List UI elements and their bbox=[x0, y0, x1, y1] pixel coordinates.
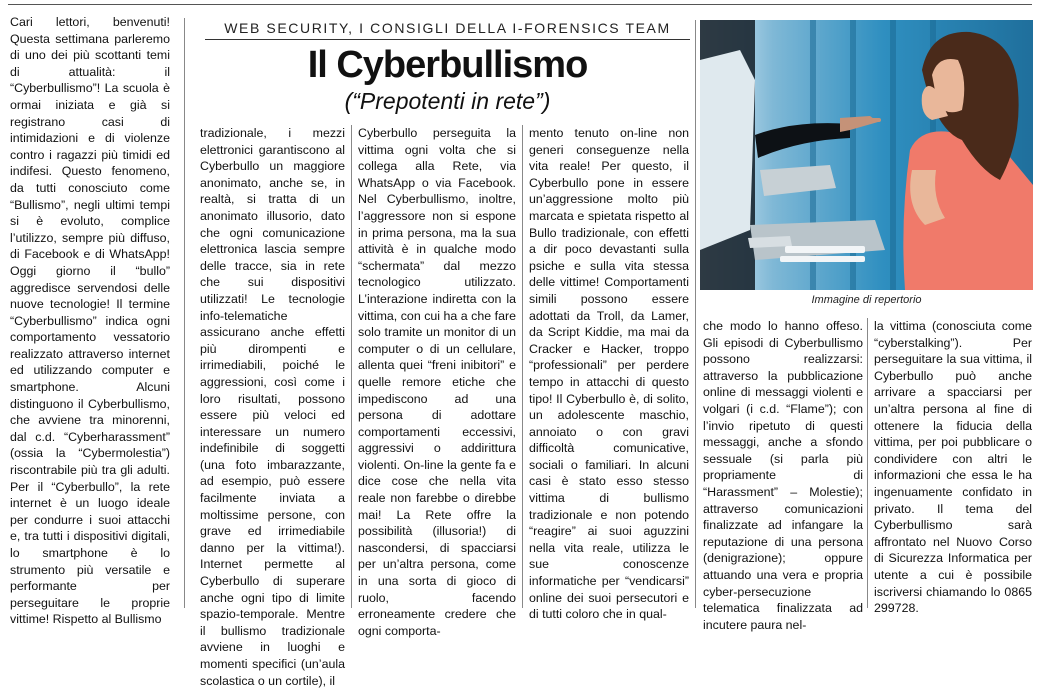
column-divider bbox=[695, 20, 696, 608]
article-kicker: WEB SECURITY, I CONSIGLI DELLA I-FORENSICS TEAM bbox=[224, 20, 671, 36]
article-subtitle: (“Prepotenti in rete”) bbox=[344, 88, 551, 114]
cyberbullying-photo-illustration bbox=[700, 20, 1033, 290]
article-column-1: Cari lettori, benvenuti! Questa settimana parleremo di uno dei più scottanti temi di attualità: il “Cyberbullismo”! La scuola è ormai iniziata e già si registrano casi di intimidazioni e di violenze contro i ragazzi più timidi ed indifesi. Questo fenomeno, da tutti conosciuto come “Bullismo”, negli ultimi tempi si è evoluto, complice l’utilizzo, sempre più diffuso, di Facebook e di WhatsApp! Oggi giorno il “bullo” aggredisce servendosi delle nuove tecnologie! Il termine “Cyberbullismo” indica ogni comportamento vessatorio realizzato attraverso internet ed utilizzando computer e smartphone. Alcuni distinguono il Cyberbullismo, che avviene tra minorenni, dal c.d. “Cyberharassment” (ossia la “Cybermolestia”) riscontrabile più tra gli adulti. Per il “Cyberbullo”, la rete internet è un luogo ideale per condurre i suoi attacchi e, tra tutti i dispositivi digitali, lo smartphone è lo strumento più versatile e performante per perseguitare le proprie vittime! Rispetto al Bullismo bbox=[10, 15, 170, 627]
column-divider bbox=[867, 318, 868, 608]
column-divider bbox=[522, 125, 523, 608]
article-column-5: che modo lo hanno offeso. Gli episodi di Cyberbullismo possono realizzarsi: attraverso la pubblicazione online di messaggi violenti e volgari (i c.d. “Flame”); con l’invio ripetuto di questi messaggi, anche a sfondo sessuale (si parla più propriamente di “Harassment” – Molestie); attraverso comunicazioni finalizzate ad infangare la reputazione di una persona (denigrazione); oppure attuando una vera e propria cyber-persecuzione telematica finalizzata ad incutere paura nel- bbox=[703, 319, 863, 632]
top-rule bbox=[8, 4, 1032, 5]
article-column-3: Cyberbullo perseguita la vittima ogni volta che si collega alla Rete, via WhatsApp o via Facebook. Nel Cyberbullismo, inoltre, l’aggressore non si espone in prima persona, ma la sua attività è in qualche modo “schermata” dal mezzo tecnologico utilizzato. L’interazione indiretta con la vittima, con cui ha a che fare solo tramite un monitor di un computer o di un cellulare, allenta quei “freni inibitori” e quelle remore etiche che impediscono ad una persona di adottare comportamenti eccessivi, aggressivi o addirittura violenti. On-line la gente fa e dice cose che nella vita reale non farebbe o direbbe mai! La Rete offre la possibilità (illusoria!) di nascondersi, di spacciarsi per un’altra persona, come in una sorta di gioco di ruolo, facendo erroneamente credere che ogni comporta- bbox=[358, 126, 516, 638]
article-photo bbox=[700, 20, 1033, 290]
photo-caption: Immagine di repertorio bbox=[811, 294, 922, 306]
article-column-2: tradizionale, i mezzi elettronici garantiscono al Cyberbullo un maggiore anonimato, anche se, in realtà, si tratta di un anonimato illusorio, dato che ogni comunicazione elettronica lascia sempre delle tracce, sia in rete che sui dispositivi utilizzati! Le tecnologie info-telematiche assicurano anche effetti più dirompenti e irrimediabili, poiché le aggressioni, così come i loro risultati, possono essere più veloci ed interessare un numero indefinibile di soggetti (una foto imbarazzante, ad esempio, può essere facilmente inviata a moltissime persone, con grave ed irrimediabile danno per la vittima!). Internet permette al Cyberbullo di superare anche ogni tipo di limite spazio-temporale. Mentre il bullismo tradizionale avviene in luoghi e momenti specifici (un’aula scolastica o un cortile), il bbox=[200, 126, 345, 688]
kicker-rule bbox=[205, 39, 690, 40]
column-divider bbox=[184, 18, 185, 608]
article-column-6: la vittima (conosciuta come “cyberstalking”). Per perseguitare la sua vittima, il Cyberbullo può anche arrivare a spacciarsi per un’altra persona al fine di ottenere la fiducia della vittima, per poi pubblicare o condividere con altri le informazioni che essa le ha ingenuamente confidato in privato. Il tema del Cyberbullismo sarà affrontato nel Nuovo Corso di Sicurezza Informatica per utente a cui è possibile iscriversi chiamando lo 0865 299728. bbox=[874, 319, 1032, 616]
column-divider bbox=[351, 125, 352, 608]
article-title: Il Cyberbullismo bbox=[307, 44, 588, 86]
article-column-4: mento tenuto on-line non generi conseguenze nella vita reale! Per questo, il Cyberbullo pone in essere un’aggressione molto più marcata e spietata rispetto al Bullo tradizionale, con effetti a dir poco devastanti sulla psiche e sulla vita stessa delle vittime! Comportamenti simili possono essere adottati da Troll, da Lamer, da Script Kiddie, ma mai da Cracker e Hacker, troppo “professionali” per perdere tempo in attacchi di questo tipo! Il Cyberbullo è, di solito, un adolescente maschio, annoiato o con gravi difficoltà comunicative, sociali o familiari. In alcuni casi è stato esso stesso vittima di bullismo tradizionale e non potendo “reagire” ai suoi aguzzini nella vita reale, utilizza le sue conoscenze informatiche per “vendicarsi” online dei suoi persecutori e di tutti coloro che in qual- bbox=[529, 126, 689, 622]
